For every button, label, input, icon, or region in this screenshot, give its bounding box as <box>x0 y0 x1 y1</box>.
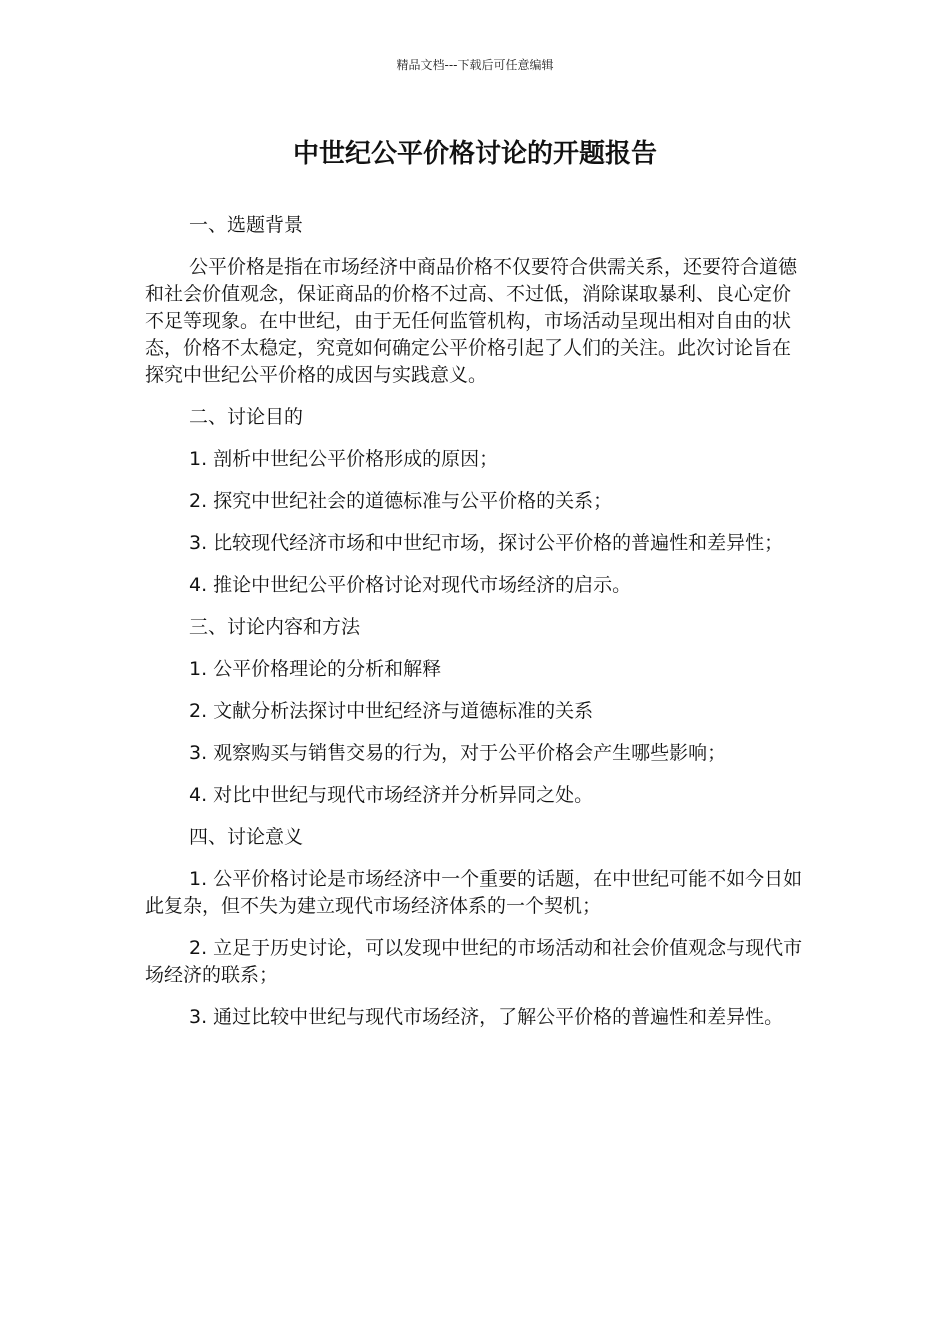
section-heading-content-methods: 三、讨论内容和方法 <box>189 616 361 638</box>
method-item: 4. 对比中世纪与现代市场经济并分析异同之处。 <box>189 784 594 806</box>
document-title: 中世纪公平价格讨论的开题报告 <box>292 139 657 169</box>
purpose-item: 1. 剖析中世纪公平价格形成的原因； <box>189 448 499 470</box>
purpose-item: 3. 比较现代经济市场和中世纪市场，探讨公平价格的普遍性和差异性； <box>189 532 784 554</box>
document-body <box>145 212 805 1046</box>
header-note: 精品文档---下载后可任意编辑 <box>396 58 554 72</box>
method-item: 3. 观察购买与销售交易的行为，对于公平价格会产生哪些影响； <box>189 742 727 764</box>
background-paragraph: 公平价格是指在市场经济中商品价格不仅要符合供需关系，还要符合道德和社会价值观念，保证商品的价格不过高、不过低，消除谋取暴利、良心定价不足等现象。在中世纪，由于无任何监管机构，市场活动呈现出相对自由的状态，价格不太稳定，究竟如何确定公平价格引起了人们的关注。此次讨论旨在探究中世纪公平价格的成因与实践意义。 <box>145 256 798 386</box>
significance-item: 1. 公平价格讨论是市场经济中一个重要的话题，在中世纪可能不如今日如此复杂，但不失为建立现代市场经济体系的一个契机； <box>145 868 803 917</box>
purpose-item: 2. 探究中世纪社会的道德标准与公平价格的关系； <box>189 490 613 512</box>
section-heading-background: 一、选题背景 <box>189 214 304 236</box>
section-heading-purpose: 二、讨论目的 <box>189 406 304 428</box>
significance-item: 2. 立足于历史讨论，可以发现中世纪的市场活动和社会价值观念与现代市场经济的联系； <box>145 937 803 986</box>
method-item: 2. 文献分析法探讨中世纪经济与道德标准的关系 <box>189 700 594 722</box>
section-heading-significance: 四、讨论意义 <box>189 826 304 848</box>
purpose-item: 4. 推论中世纪公平价格讨论对现代市场经济的启示。 <box>189 574 632 596</box>
significance-item: 3. 通过比较中世纪与现代市场经济，了解公平价格的普遍性和差异性。 <box>189 1006 784 1028</box>
method-item: 1. 公平价格理论的分析和解释 <box>189 658 442 680</box>
